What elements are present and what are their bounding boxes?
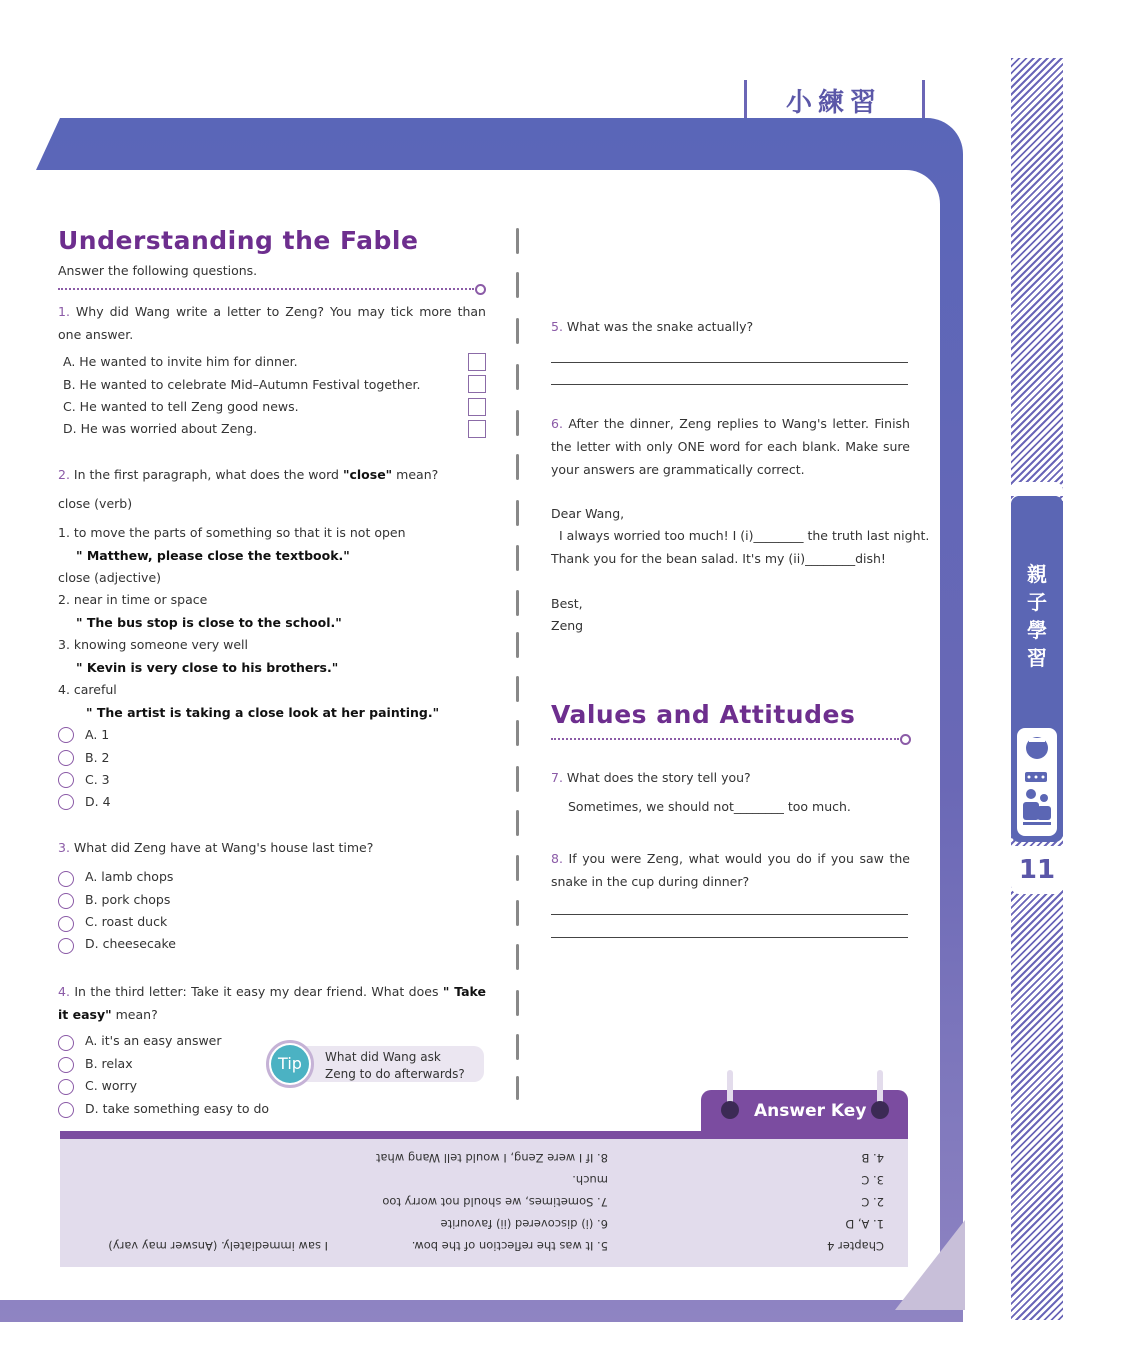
column-divider [516, 900, 519, 926]
question-4: 4. In the third letter: Take it easy my dear friend. What does " Take it easy" mean? [58, 984, 487, 1022]
example-1: " Matthew, please close the textbook." [76, 548, 350, 563]
q4-radio-d[interactable] [58, 1102, 74, 1118]
column-divider [516, 676, 519, 702]
def-adjective: close (adjective) [58, 570, 162, 585]
answer-line[interactable] [551, 384, 908, 385]
q3-radio-a[interactable] [58, 871, 74, 887]
letter-line-1: I always worried too much! I (i)________ the truth last night. [559, 528, 930, 543]
answer-key-upside-down [60, 1139, 908, 1267]
header-divider-left [744, 80, 747, 118]
q2-option-c: C. 3 [85, 772, 110, 787]
ak-2: 2. C [861, 1195, 884, 1209]
column-divider [516, 590, 519, 616]
question-7: 7. What does the story tell you? [551, 770, 751, 785]
column-divider [516, 1076, 519, 1100]
page-number: 11 [1011, 846, 1063, 894]
family-learning-icon [1017, 728, 1057, 836]
def-3: 3. knowing someone very well [58, 637, 248, 652]
q3-option-a: A. lamb chops [85, 869, 174, 884]
question-2: 2. In the first paragraph, what does the word "close" mean? [58, 467, 439, 482]
q4-option-b: B. relax [85, 1056, 133, 1071]
example-4: " The artist is taking a close look at her painting." [86, 705, 440, 720]
q2-option-d: D. 4 [85, 794, 111, 809]
q7-sentence: Sometimes, we should not________ too much. [568, 799, 851, 814]
header-divider-right [922, 80, 925, 118]
example-3: " Kevin is very close to his brothers." [76, 660, 339, 675]
column-divider [516, 272, 519, 298]
ak-7b: much. [572, 1173, 608, 1187]
letter-closing: Best, [551, 596, 583, 611]
q2-radio-b[interactable] [58, 750, 74, 766]
q1-option-a: A. He wanted to invite him for dinner. [63, 354, 298, 369]
ak-chapter: Chapter 4 [827, 1239, 884, 1253]
q2-radio-d[interactable] [58, 794, 74, 810]
column-divider [516, 454, 519, 480]
q4-option-c: C. worry [85, 1078, 138, 1093]
heading-understanding: Understanding the Fable [58, 226, 419, 255]
question-5: 5. What was the snake actually? [551, 319, 754, 334]
q2-radio-c[interactable] [58, 772, 74, 788]
q1-option-b: B. He wanted to celebrate Mid–Autumn Festival together. [63, 377, 421, 392]
side-tab-top [1011, 482, 1063, 496]
side-tab-label: 親 子 學 習 [1027, 562, 1047, 670]
instructions: Answer the following questions. [58, 263, 258, 278]
ak-8: 8. If I were Zeng, I would tell Wang what [375, 1151, 608, 1165]
q3-option-b: B. pork chops [85, 892, 171, 907]
column-divider [516, 855, 519, 881]
q3-option-c: C. roast duck [85, 914, 168, 929]
tip-badge: Tip [271, 1045, 309, 1083]
def-4: 4. careful [58, 682, 117, 697]
ak-4: 4. B [861, 1151, 884, 1165]
q4-option-a: A. it's an easy answer [85, 1033, 222, 1048]
q4-option-d: D. take something easy to do [85, 1101, 270, 1116]
divider-end [900, 734, 911, 745]
section-title: 小練習 [786, 88, 883, 118]
q2-option-b: B. 2 [85, 750, 110, 765]
ak-5: 5. It was the reflection of the bow. [411, 1239, 608, 1253]
column-divider [516, 766, 519, 792]
answer-line[interactable] [551, 914, 908, 915]
column-divider [516, 228, 519, 254]
q3-option-d: D. cheesecake [85, 936, 176, 951]
q1-checkbox-d[interactable] [468, 420, 486, 438]
q1-checkbox-a[interactable] [468, 353, 486, 371]
q3-radio-c[interactable] [58, 916, 74, 932]
tip-text: What did Wang ask Zeng to do afterwards? [325, 1050, 465, 1081]
question-8: 8. If you were Zeng, what would you do if you saw the snake in the cup during dinner? [551, 851, 910, 889]
q1-checkbox-b[interactable] [468, 375, 486, 393]
def-1: 1. to move the parts of something so that it is not open [58, 525, 406, 540]
letter-greeting: Dear Wang, [551, 506, 625, 521]
question-1: 1. Why did Wang write a letter to Zeng? You may tick more than one answer. [58, 304, 486, 342]
tab-hole [721, 1101, 739, 1119]
ak-3: 3. C [861, 1173, 884, 1187]
ak-7: 7. Sometimes, we should not worry too [382, 1195, 608, 1209]
dotted-divider [58, 288, 474, 290]
ak-1: 1. A, D [845, 1217, 884, 1231]
answer-key-bar [60, 1131, 908, 1139]
q1-option-c: C. He wanted to tell Zeng good news. [63, 399, 299, 414]
q4-radio-c[interactable] [58, 1079, 74, 1095]
answer-line[interactable] [551, 937, 908, 938]
q3-radio-d[interactable] [58, 938, 74, 954]
column-divider [516, 720, 519, 746]
column-divider [516, 990, 519, 1016]
def-2: 2. near in time or space [58, 592, 208, 607]
q4-radio-b[interactable] [58, 1057, 74, 1073]
column-divider [516, 500, 519, 526]
column-divider [516, 545, 519, 571]
column-divider [516, 410, 519, 436]
letter-line-2: Thank you for the bean salad. It's my (ii)________dish! [551, 551, 886, 566]
tab-hole [871, 1101, 889, 1119]
q1-checkbox-c[interactable] [468, 398, 486, 416]
column-divider [516, 944, 519, 970]
heading-values: Values and Attitudes [551, 700, 856, 729]
letter-signature: Zeng [551, 618, 584, 633]
q3-radio-b[interactable] [58, 893, 74, 909]
question-3: 3. What did Zeng have at Wang's house last time? [58, 840, 374, 855]
answer-key-label: Answer Key [754, 1101, 867, 1121]
example-2: " The bus stop is close to the school." [76, 615, 342, 630]
column-divider [516, 1034, 519, 1060]
divider-end [475, 284, 486, 295]
q4-radio-a[interactable] [58, 1035, 74, 1051]
def-verb: close (verb) [58, 496, 133, 511]
column-divider [516, 632, 519, 658]
ak-8b: I saw immediately. (Answer may vary) [108, 1239, 328, 1253]
q1-option-d: D. He was worried about Zeng. [63, 421, 258, 436]
question-6: 6. After the dinner, Zeng replies to Wang's letter. Finish the letter with only ONE word for each blank. Make sure your answers are grammatically correct. [551, 416, 910, 477]
ak-6: 6. (i) discovered (ii) favourite [440, 1217, 608, 1231]
q2-radio-a[interactable] [58, 727, 74, 743]
dotted-divider [551, 738, 899, 740]
column-divider [516, 364, 519, 390]
answer-line[interactable] [551, 362, 908, 363]
column-divider [516, 318, 519, 344]
q2-option-a: A. 1 [85, 727, 110, 742]
column-divider [516, 810, 519, 836]
